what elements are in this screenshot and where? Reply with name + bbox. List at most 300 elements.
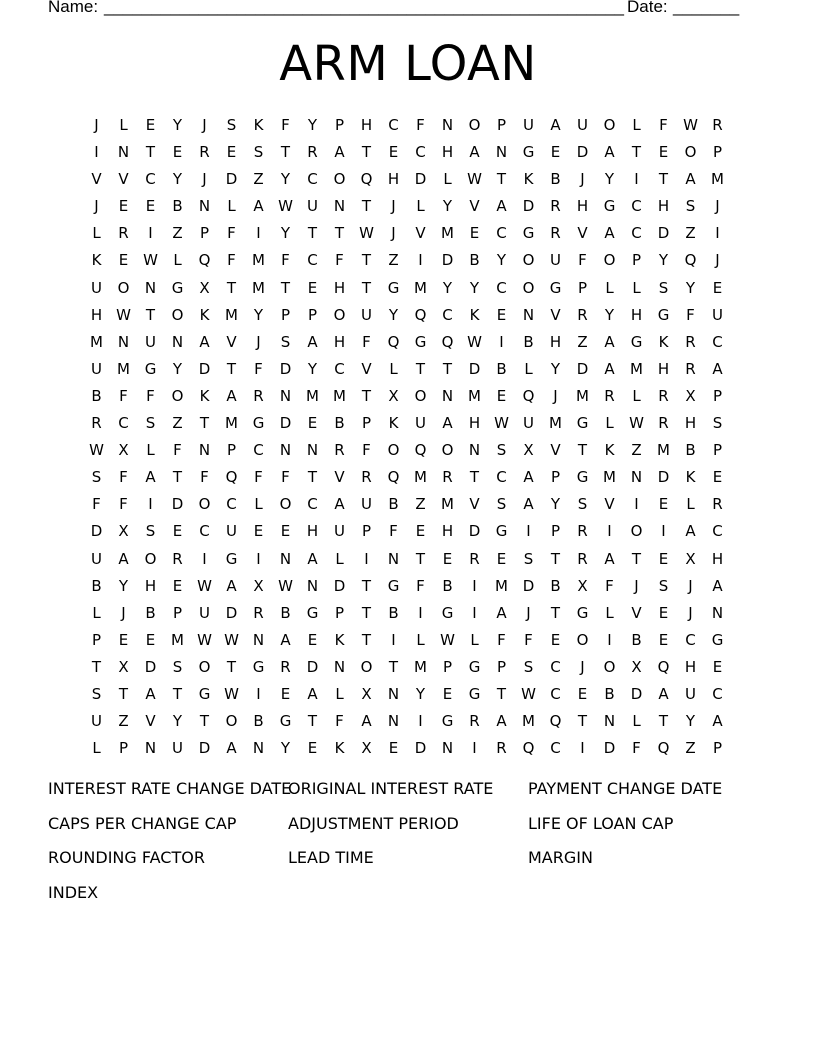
grid-letter: U — [91, 549, 102, 568]
grid-letter: Y — [496, 251, 507, 270]
grid-letter: T — [307, 712, 318, 731]
grid-letter: F — [416, 116, 425, 134]
grid-letter: B — [388, 603, 399, 622]
grid-letter: E — [415, 522, 426, 541]
grid-letter: S — [577, 495, 588, 514]
grid-letter: Q — [225, 468, 238, 487]
grid-letter: D — [225, 603, 238, 622]
grid-letter: G — [306, 603, 319, 622]
grid-letter: O — [225, 712, 238, 731]
grid-letter: C — [712, 684, 723, 703]
grid-letter: G — [657, 305, 670, 324]
grid-letter: Y — [172, 116, 183, 134]
grid-letter: F — [227, 251, 236, 270]
grid-letter: I — [715, 224, 720, 243]
grid-letter: X — [118, 441, 129, 460]
grid-letter: P — [361, 522, 372, 541]
grid-letter: O — [441, 441, 454, 460]
grid-letter: L — [254, 495, 263, 514]
grid-letter: E — [118, 197, 129, 216]
grid-letter: M — [657, 441, 670, 460]
grid-letter: G — [441, 712, 454, 731]
grid-letter: E — [307, 630, 318, 649]
grid-letter: Z — [685, 224, 696, 243]
grid-letter: Q — [414, 441, 427, 460]
grid-letter: A — [685, 522, 696, 541]
grid-letter: L — [632, 712, 641, 731]
grid-letter: F — [173, 441, 182, 460]
grid-letter: Y — [658, 251, 669, 270]
grid-letter: M — [90, 332, 103, 351]
grid-letter: D — [468, 359, 481, 378]
grid-letter: C — [388, 116, 399, 134]
grid-letter: I — [472, 739, 477, 758]
grid-letter: D — [522, 197, 535, 216]
grid-letter: O — [171, 305, 184, 324]
grid-letter: M — [495, 576, 508, 595]
grid-letter: N — [279, 441, 292, 460]
grid-letter: F — [362, 441, 371, 460]
grid-letter: J — [634, 576, 639, 595]
grid-letter: S — [685, 197, 696, 216]
grid-letter: S — [658, 278, 669, 297]
grid-letter: D — [144, 657, 157, 676]
grid-letter: B — [280, 603, 291, 622]
grid-letter: E — [172, 143, 183, 162]
grid-letter: I — [202, 549, 207, 568]
grid-letter: Y — [442, 278, 453, 297]
grid-letter: K — [685, 468, 696, 487]
grid-letter: Y — [442, 197, 453, 216]
grid-letter: J — [553, 386, 558, 405]
grid-letter: V — [550, 441, 561, 460]
grid-letter: A — [307, 549, 318, 568]
grid-letter: X — [361, 739, 372, 758]
grid-letter: C — [631, 224, 642, 243]
grid-letter: R — [685, 359, 696, 378]
grid-letter: M — [441, 224, 454, 243]
grid-letter: N — [603, 712, 616, 731]
grid-letter: C — [307, 495, 318, 514]
grid-letter: O — [522, 251, 535, 270]
grid-letter: V — [415, 224, 426, 243]
grid-letter: K — [253, 116, 264, 134]
word-list-item: INDEX — [48, 883, 99, 903]
name-blank-line: _______________________________________________________ — [104, 0, 625, 16]
grid-letter: A — [496, 197, 507, 216]
grid-letter: S — [496, 441, 507, 460]
grid-letter: F — [119, 386, 128, 405]
grid-letter: C — [226, 495, 237, 514]
grid-letter: Q — [414, 305, 427, 324]
grid-letter: O — [387, 441, 400, 460]
grid-letter: C — [442, 305, 453, 324]
grid-letter: Q — [657, 739, 670, 758]
grid-letter: R — [577, 522, 588, 541]
word-list-item: ORIGINAL INTEREST RATE — [288, 779, 494, 798]
grid-letter: L — [173, 251, 182, 270]
grid-letter: T — [199, 414, 210, 433]
grid-letter: Z — [415, 495, 426, 514]
grid-letter: D — [414, 739, 427, 758]
grid-letter: H — [549, 332, 562, 351]
grid-letter: L — [443, 170, 452, 189]
grid-letter: U — [91, 359, 102, 378]
grid-letter: Y — [307, 116, 318, 134]
grid-letter: C — [550, 684, 561, 703]
grid-letter: R — [496, 739, 507, 758]
grid-letter: R — [361, 468, 372, 487]
grid-letter: P — [307, 305, 318, 324]
grid-letter: J — [391, 224, 396, 243]
grid-letter: W — [278, 197, 293, 216]
grid-letter: U — [199, 603, 210, 622]
grid-letter: R — [442, 468, 453, 487]
grid-letter: I — [526, 522, 531, 541]
grid-letter: F — [632, 739, 641, 758]
grid-letter: D — [576, 143, 589, 162]
grid-letter: B — [253, 712, 264, 731]
grid-letter: J — [580, 170, 585, 189]
grid-letter: I — [607, 522, 612, 541]
grid-letter: N — [144, 739, 157, 758]
grid-letter: K — [469, 305, 480, 324]
grid-letter: F — [227, 224, 236, 243]
grid-letter: O — [333, 170, 346, 189]
grid-letter: C — [307, 251, 318, 270]
grid-letter: O — [171, 386, 184, 405]
grid-letter: F — [389, 522, 398, 541]
grid-letter: L — [686, 495, 695, 514]
grid-letter: L — [92, 739, 101, 758]
grid-letter: Y — [172, 359, 183, 378]
grid-letter: E — [118, 630, 129, 649]
grid-letter: K — [199, 386, 210, 405]
grid-letter: B — [334, 414, 345, 433]
grid-letter: C — [496, 468, 507, 487]
grid-letter: Y — [604, 305, 615, 324]
grid-letter: A — [496, 603, 507, 622]
grid-letter: P — [442, 657, 453, 676]
grid-letter: E — [577, 684, 588, 703]
grid-letter: H — [630, 305, 643, 324]
grid-letter: N — [144, 278, 157, 297]
grid-letter: D — [468, 522, 481, 541]
grid-letter: G — [603, 197, 616, 216]
grid-letter: N — [306, 441, 319, 460]
grid-letter: Y — [280, 739, 291, 758]
grid-letter: E — [712, 278, 723, 297]
grid-letter: E — [388, 739, 399, 758]
grid-letter: N — [198, 197, 211, 216]
grid-letter: J — [202, 170, 207, 189]
grid-letter: M — [225, 305, 238, 324]
grid-letter: Q — [441, 332, 454, 351]
grid-letter: W — [467, 332, 482, 351]
grid-letter: L — [227, 197, 236, 216]
grid-letter: A — [307, 332, 318, 351]
grid-letter: R — [307, 143, 318, 162]
grid-letter: M — [441, 495, 454, 514]
grid-letter: Q — [387, 468, 400, 487]
grid-letter: H — [468, 414, 481, 433]
grid-letter: R — [334, 441, 345, 460]
grid-letter: J — [121, 603, 126, 622]
grid-letter: P — [226, 441, 237, 460]
grid-letter: Y — [280, 224, 291, 243]
grid-letter: R — [91, 414, 102, 433]
grid-letter: D — [198, 739, 211, 758]
grid-letter: K — [199, 305, 210, 324]
grid-letter: Y — [550, 359, 561, 378]
grid-letter: P — [712, 386, 723, 405]
grid-letter: W — [467, 170, 482, 189]
grid-letter: P — [577, 278, 588, 297]
grid-letter: A — [496, 712, 507, 731]
word-list-item: PAYMENT CHANGE DATE — [528, 779, 723, 798]
grid-letter: R — [550, 224, 561, 243]
grid-letter: F — [416, 576, 425, 595]
grid-letter: M — [711, 170, 724, 189]
grid-letter: E — [388, 143, 399, 162]
grid-letter: E — [118, 251, 129, 270]
grid-letter: F — [281, 116, 290, 134]
grid-letter: E — [172, 576, 183, 595]
grid-letter: W — [224, 684, 239, 703]
grid-letter: I — [94, 143, 99, 162]
grid-letter: E — [280, 684, 291, 703]
grid-letter: H — [306, 522, 319, 541]
grid-letter: E — [496, 305, 507, 324]
grid-letter: E — [307, 278, 318, 297]
grid-letter: R — [280, 657, 291, 676]
grid-letter: T — [172, 468, 183, 487]
grid-letter: G — [495, 522, 508, 541]
grid-letter: A — [712, 359, 723, 378]
grid-letter: W — [116, 305, 131, 324]
grid-letter: F — [281, 468, 290, 487]
grid-letter: G — [387, 278, 400, 297]
grid-letter: P — [496, 116, 507, 134]
grid-letter: F — [281, 251, 290, 270]
grid-letter: A — [550, 116, 561, 134]
grid-letter: I — [418, 712, 423, 731]
grid-letter: R — [685, 332, 696, 351]
grid-letter: J — [688, 603, 693, 622]
grid-letter: T — [226, 359, 237, 378]
grid-letter: O — [468, 116, 481, 134]
grid-letter: U — [361, 305, 372, 324]
grid-letter: Q — [360, 170, 373, 189]
grid-letter: T — [631, 143, 642, 162]
grid-letter: A — [604, 359, 615, 378]
grid-letter: G — [549, 278, 562, 297]
grid-letter: J — [256, 332, 261, 351]
grid-letter: F — [254, 468, 263, 487]
grid-letter: E — [226, 143, 237, 162]
grid-letter: K — [388, 414, 399, 433]
grid-letter: U — [523, 116, 534, 134]
grid-letter: A — [685, 170, 696, 189]
grid-letter: I — [472, 603, 477, 622]
grid-letter: H — [576, 197, 589, 216]
grid-letter: G — [522, 224, 535, 243]
grid-letter: A — [523, 468, 534, 487]
grid-letter: F — [659, 116, 668, 134]
grid-letter: E — [658, 143, 669, 162]
grid-letter: E — [658, 603, 669, 622]
grid-letter: F — [119, 468, 128, 487]
grid-letter: I — [256, 684, 261, 703]
grid-letter: W — [683, 116, 698, 134]
grid-letter: Y — [253, 305, 264, 324]
grid-letter: N — [468, 441, 481, 460]
word-search-grid — [83, 112, 731, 762]
grid-letter: G — [441, 603, 454, 622]
grid-letter: I — [391, 630, 396, 649]
grid-letter: E — [307, 739, 318, 758]
grid-letter: E — [172, 522, 183, 541]
grid-letter: M — [522, 712, 535, 731]
grid-letter: Y — [415, 684, 426, 703]
grid-letter: F — [146, 386, 155, 405]
grid-letter: L — [92, 224, 101, 243]
grid-letter: L — [605, 414, 614, 433]
grid-letter: X — [631, 657, 642, 676]
word-list-item: ADJUSTMENT PERIOD — [288, 813, 459, 833]
grid-letter: T — [361, 278, 372, 297]
grid-letter: Q — [198, 251, 211, 270]
grid-letter: B — [496, 359, 507, 378]
grid-letter: M — [414, 468, 427, 487]
grid-letter: P — [118, 739, 129, 758]
grid-letter: W — [629, 414, 644, 433]
grid-letter: D — [657, 468, 670, 487]
grid-letter: Y — [685, 712, 696, 731]
grid-letter: T — [334, 224, 345, 243]
grid-letter: B — [685, 441, 696, 460]
grid-letter: M — [414, 278, 427, 297]
grid-letter: D — [279, 359, 292, 378]
grid-letter: S — [91, 684, 102, 703]
name-label: Name: — [48, 0, 99, 16]
grid-letter: A — [145, 468, 156, 487]
grid-letter: H — [711, 549, 724, 568]
grid-letter: M — [468, 386, 481, 405]
grid-letter: S — [145, 414, 156, 433]
grid-letter: N — [117, 332, 130, 351]
grid-letter: W — [359, 224, 374, 243]
grid-letter: G — [522, 143, 535, 162]
grid-letter: R — [469, 712, 480, 731]
grid-letter: M — [630, 359, 643, 378]
grid-letter: S — [253, 143, 264, 162]
grid-letter: S — [496, 495, 507, 514]
grid-letter: X — [118, 657, 129, 676]
grid-letter: N — [279, 386, 292, 405]
grid-letter: J — [715, 197, 720, 216]
grid-letter: D — [441, 251, 454, 270]
grid-letter: Q — [549, 712, 562, 731]
grid-letter: L — [146, 441, 155, 460]
grid-letter: N — [252, 739, 265, 758]
grid-letter: M — [333, 386, 346, 405]
grid-letter: I — [256, 549, 261, 568]
grid-letter: B — [91, 576, 102, 595]
grid-letter: A — [226, 576, 237, 595]
grid-letter: P — [361, 414, 372, 433]
grid-letter: L — [470, 630, 479, 649]
grid-letter: E — [145, 197, 156, 216]
grid-letter: A — [712, 712, 723, 731]
grid-letter: U — [577, 116, 588, 134]
grid-letter: E — [550, 630, 561, 649]
grid-letter: N — [279, 549, 292, 568]
grid-letter: R — [118, 224, 129, 243]
grid-letter: L — [605, 603, 614, 622]
grid-letter: H — [333, 278, 346, 297]
grid-letter: G — [171, 278, 184, 297]
grid-letter: M — [549, 414, 562, 433]
grid-letter: Q — [522, 739, 535, 758]
grid-letter: E — [496, 386, 507, 405]
grid-letter: X — [577, 576, 588, 595]
grid-letter: C — [199, 522, 210, 541]
grid-letter: L — [605, 278, 614, 297]
grid-letter: X — [118, 522, 129, 541]
grid-letter: L — [92, 603, 101, 622]
grid-letter: Y — [172, 712, 183, 731]
grid-letter: X — [523, 441, 534, 460]
grid-letter: N — [495, 143, 508, 162]
grid-letter: I — [418, 251, 423, 270]
grid-letter: Z — [118, 712, 129, 731]
grid-letter: N — [522, 305, 535, 324]
grid-letter: D — [603, 739, 616, 758]
grid-letter: W — [224, 630, 239, 649]
grid-letter: Y — [604, 170, 615, 189]
grid-letter: L — [119, 116, 128, 134]
grid-letter: C — [550, 657, 561, 676]
grid-letter: G — [711, 630, 724, 649]
grid-letter: I — [148, 495, 153, 514]
grid-letter: C — [496, 278, 507, 297]
grid-letter: Y — [388, 305, 399, 324]
grid-letter: G — [279, 712, 292, 731]
grid-letter: V — [334, 468, 345, 487]
grid-letter: J — [526, 603, 531, 622]
grid-letter: Y — [307, 359, 318, 378]
grid-letter: C — [118, 414, 129, 433]
grid-letter: T — [415, 549, 426, 568]
grid-letter: T — [361, 143, 372, 162]
grid-letter: R — [550, 197, 561, 216]
grid-letter: T — [361, 197, 372, 216]
grid-letter: O — [279, 495, 292, 514]
grid-letter: S — [145, 522, 156, 541]
grid-letter: S — [712, 414, 723, 433]
grid-letter: W — [278, 576, 293, 595]
grid-letter: T — [280, 143, 291, 162]
grid-letter: E — [712, 657, 723, 676]
grid-letter: V — [145, 712, 156, 731]
grid-letter: T — [172, 684, 183, 703]
grid-letter: U — [307, 197, 318, 216]
grid-letter: B — [631, 630, 642, 649]
grid-letter: Z — [631, 441, 642, 460]
grid-letter: R — [253, 386, 264, 405]
grid-letter: O — [522, 278, 535, 297]
